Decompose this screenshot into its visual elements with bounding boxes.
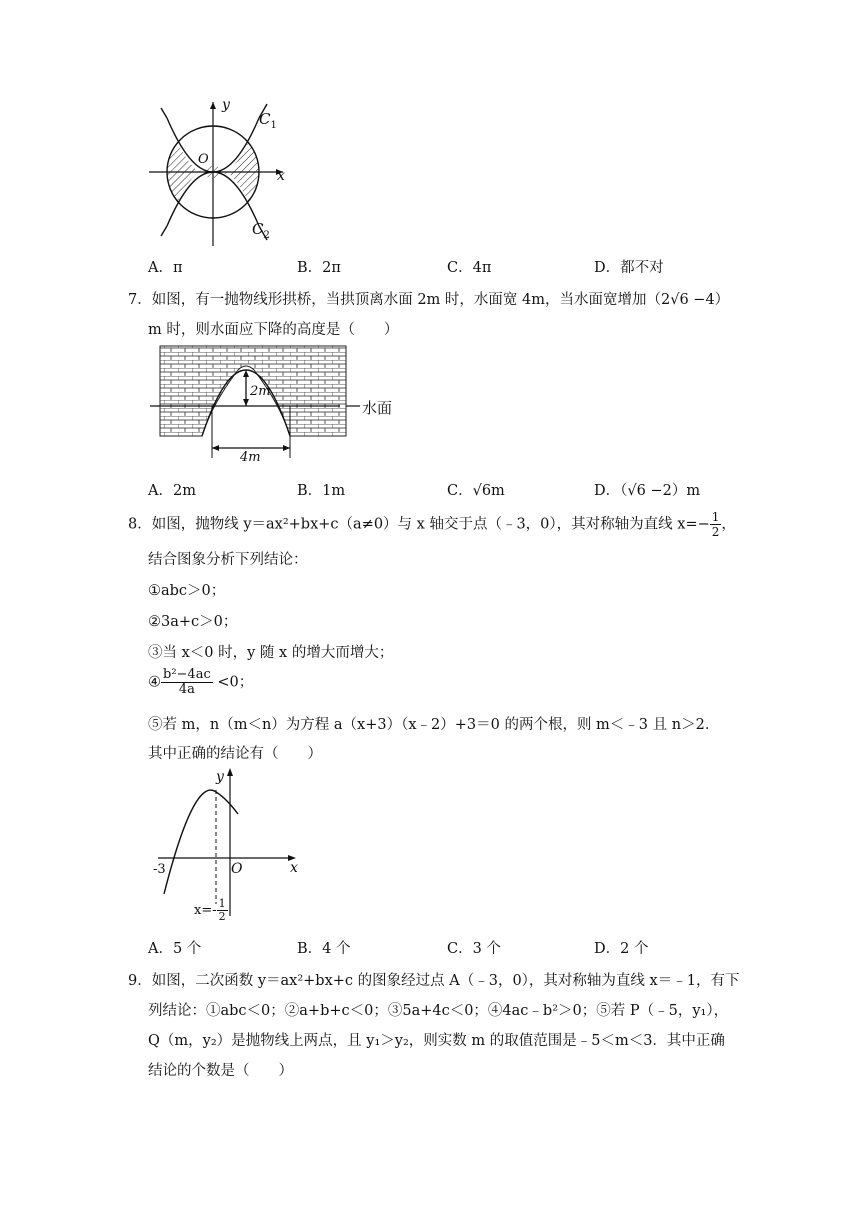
q6-label-c1: $C_1$: [259, 110, 277, 131]
q8-conclusion-5: ⑤若 m，n（m＜n）为方程 a（x+3）（x﹣2）+3＝0 的两个根，则 m＜﹣3 且 n＞2．: [148, 717, 720, 733]
q7-stem-line1: 7．如图，有一抛物线形拱桥，当拱顶离水面 2m 时，水面宽 4m，当水面宽增加（2√6 −4）: [128, 292, 730, 308]
q7-label-height: 2m: [250, 384, 271, 399]
q8-conclusion-1: ①abc＞0；: [148, 583, 226, 599]
q6-label-y: y: [222, 97, 230, 113]
q7-figure: [150, 344, 380, 462]
q6-label-c2: $C_2$: [252, 220, 270, 241]
q8-stem-line2: 结合图象分析下列结论：: [148, 552, 308, 568]
q8-label-axis: x=- $\frac{1}{2}$: [194, 897, 226, 923]
q7-option-b: B．1m: [297, 483, 346, 499]
q6-label-x: x: [277, 168, 285, 184]
q8-question: 其中正确的结论有（ ）: [148, 746, 322, 762]
q8-option-d: D．2 个: [594, 941, 649, 957]
q7-option-a: A．2m: [148, 483, 196, 499]
q8-conclusion-4: ④ $\frac{\text{b²−4ac}}{4a}$ <0；: [148, 667, 254, 697]
q9-stem-line1: 9．如图，二次函数 y＝ax²+bx+c 的图象经过点 A（﹣3，0），其对称轴为直线 x＝﹣1，有下: [128, 973, 740, 989]
q6-option-b: B．2π: [297, 260, 341, 276]
q9-stem-line2: 列结论：①abc＜0；②a+b+c＜0；③5a+4c＜0；④4ac﹣b²＞0；⑤若 P（﹣5，y₁），: [148, 1003, 729, 1019]
q9-stem-line3: Q（m，y₂）是抛物线上两点，且 y₁＞y₂，则实数 m 的取值范围是﹣5＜m＜3．其中正确: [148, 1033, 725, 1049]
q7-label-width: 4m: [240, 450, 261, 465]
q8-option-a: A．5 个: [148, 941, 202, 957]
q6-option-a: A．π: [148, 260, 183, 276]
q8-conclusion-2: ②3a+c＞0；: [148, 614, 238, 630]
q8-option-c: C．3 个: [447, 941, 501, 957]
q9-stem-line4: 结论的个数是（ ）: [148, 1063, 293, 1079]
q7-stem-line2: m 时，则水面应下降的高度是（ ）: [148, 322, 399, 338]
q8-label-neg3: -3: [153, 862, 166, 877]
q8-label-x: x: [290, 860, 298, 876]
q6-label-o: O: [198, 152, 209, 167]
q8-figure: [150, 766, 310, 926]
q7-option-d: D．（√6 −2）m: [594, 483, 701, 499]
q7-label-water: 水面: [362, 399, 393, 417]
q6-option-d: D．都不对: [594, 260, 664, 276]
q8-stem-line1: 8．如图，抛物线 y＝ax²+bx+c（a≠0）与 x 轴交于点（﹣3，0），其对称轴为直线 x=− $\frac{1}{2}$ ，: [128, 510, 736, 539]
q7-option-c: C．√6m: [447, 483, 505, 499]
q8-label-y: y: [216, 769, 224, 785]
q6-option-c: C．4π: [447, 260, 492, 276]
q8-conclusion-3: ③当 x＜0 时，y 随 x 的增大而增大；: [148, 645, 394, 661]
q8-label-o: O: [231, 861, 243, 877]
q8-parabola: [164, 790, 238, 894]
q8-option-b: B．4 个: [297, 941, 351, 957]
